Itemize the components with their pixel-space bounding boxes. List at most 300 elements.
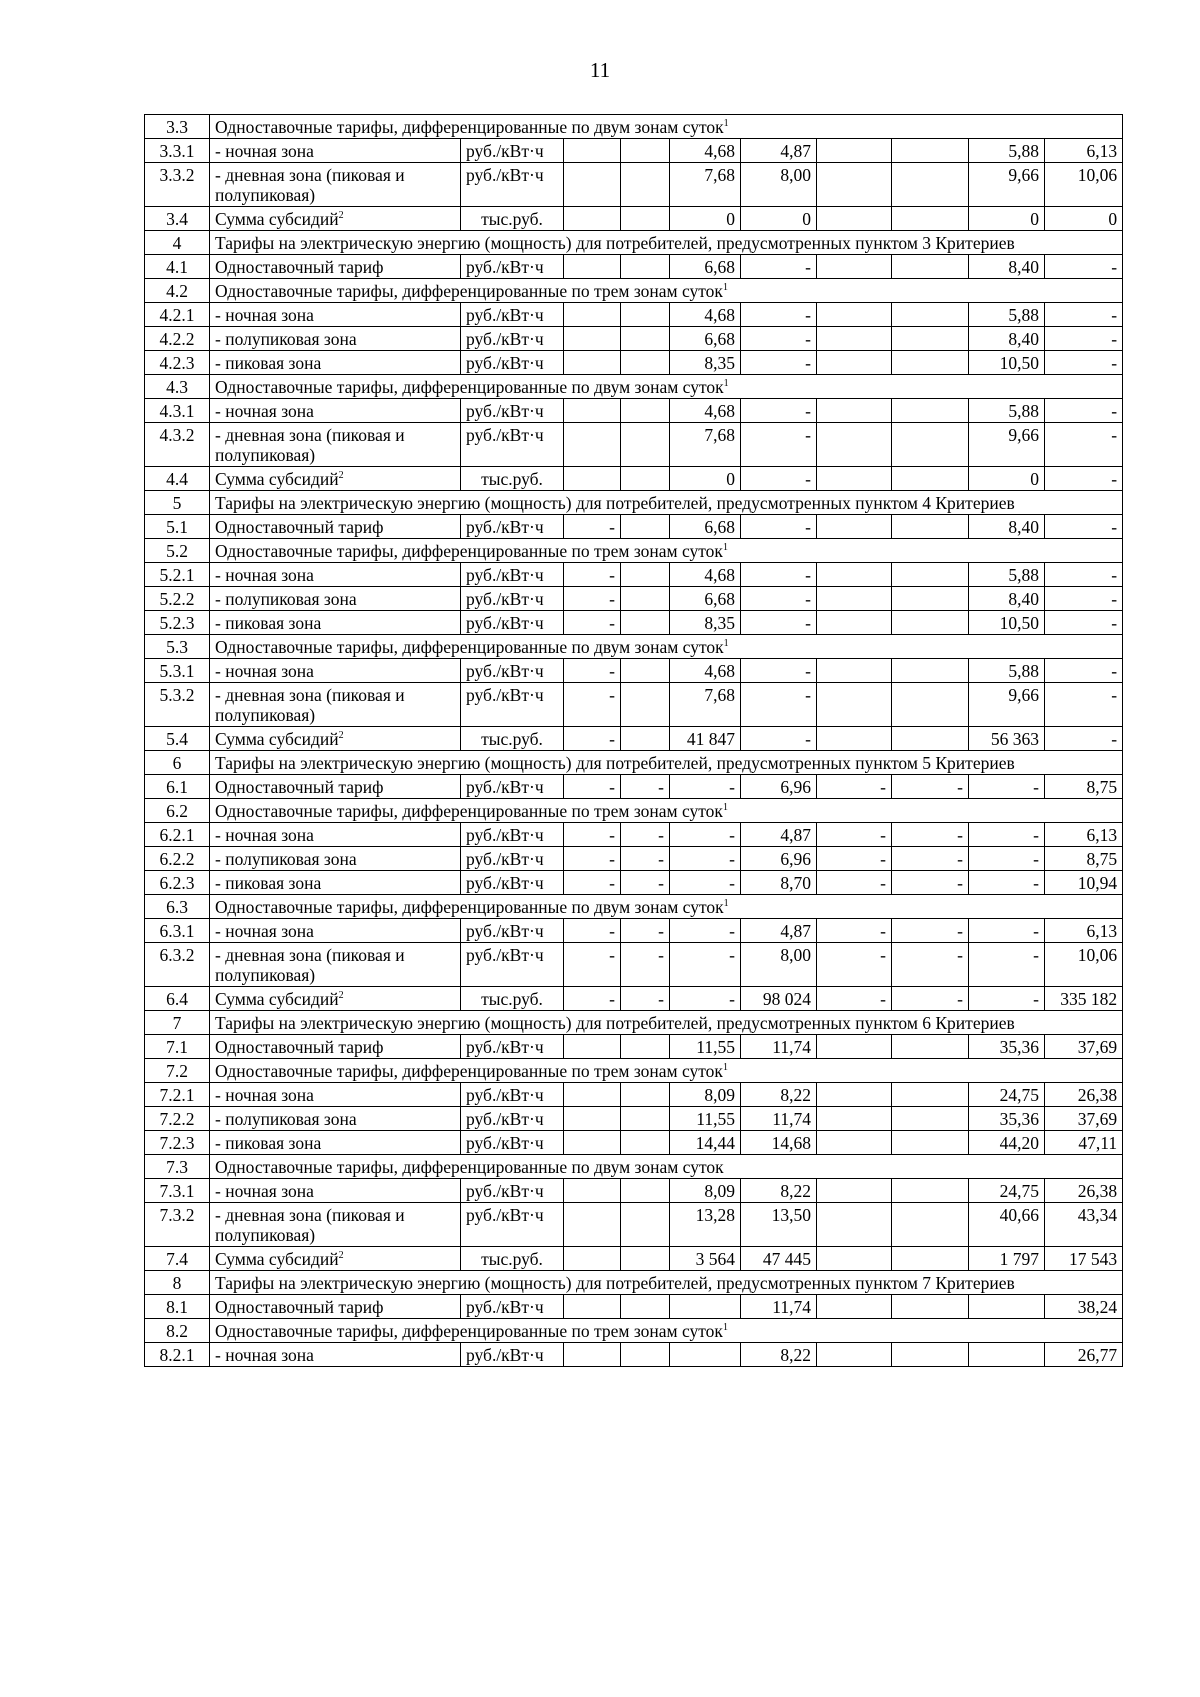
value-cell: - (1045, 303, 1123, 327)
value-cell: 4,87 (741, 823, 817, 847)
value-cell: 8,00 (741, 943, 817, 987)
row-number: 4.2.2 (145, 327, 210, 351)
row-number: 4.3.1 (145, 399, 210, 423)
value-cell (621, 1107, 670, 1131)
unit-cell: руб./кВт·ч (461, 563, 564, 587)
page-number: 11 (589, 58, 611, 82)
value-cell (564, 163, 621, 207)
value-cell (621, 255, 670, 279)
row-label-text: - ночная зона (215, 565, 314, 585)
table-row (145, 919, 1123, 943)
value-cell: - (817, 919, 892, 943)
row-number: 3.3.2 (145, 163, 210, 207)
value-cell (817, 423, 892, 467)
value-cell: 10,06 (1045, 163, 1123, 207)
unit-cell: руб./кВт·ч (461, 351, 564, 375)
section-title-text: Одноставочные тарифы, дифференцированные по двум зонам суток (215, 897, 724, 917)
row-label (210, 515, 461, 539)
row-label (210, 1083, 461, 1107)
row-label-text: - ночная зона (215, 825, 314, 845)
value-cell: - (817, 775, 892, 799)
value-cell: 5,88 (969, 563, 1045, 587)
value-cell (564, 399, 621, 423)
section-title-text: Одноставочные тарифы, дифференцированные по трем зонам суток (215, 801, 723, 821)
value-cell (817, 207, 892, 231)
row-number: 7.2.3 (145, 1131, 210, 1155)
value-cell: - (892, 871, 969, 895)
value-cell: - (621, 847, 670, 871)
value-cell (621, 1179, 670, 1203)
value-cell (892, 1295, 969, 1319)
unit-cell: руб./кВт·ч (461, 303, 564, 327)
value-cell (564, 1203, 621, 1247)
unit-cell: тыс.руб. (461, 207, 564, 231)
unit-cell: руб./кВт·ч (461, 943, 564, 987)
value-cell: - (817, 987, 892, 1011)
section-title (210, 1155, 1123, 1179)
row-label-text: Сумма субсидий (215, 469, 339, 489)
row-label (210, 1343, 461, 1367)
section-header-row (145, 751, 1123, 775)
section-title (210, 375, 1123, 399)
table-row (145, 1295, 1123, 1319)
value-cell: 1 797 (969, 1247, 1045, 1271)
section-title (210, 895, 1123, 919)
row-number: 6.2 (145, 799, 210, 823)
value-cell (621, 683, 670, 727)
section-title (210, 1319, 1123, 1343)
row-label-text: - пиковая зона (215, 1133, 322, 1153)
value-cell: - (670, 775, 741, 799)
value-cell: 0 (670, 467, 741, 491)
value-cell: - (741, 727, 817, 751)
unit-cell: тыс.руб. (461, 727, 564, 751)
value-cell: - (1045, 423, 1123, 467)
row-label (210, 1179, 461, 1203)
value-cell: - (1045, 563, 1123, 587)
row-label-text: Одноставочный тариф (215, 257, 384, 277)
value-cell (564, 1343, 621, 1367)
value-cell: 4,68 (670, 399, 741, 423)
value-cell: 10,50 (969, 351, 1045, 375)
footnote-marker: 2 (338, 1250, 344, 1262)
row-number: 7.3.2 (145, 1203, 210, 1247)
value-cell: 7,68 (670, 423, 741, 467)
value-cell (621, 1083, 670, 1107)
table-row (145, 1083, 1123, 1107)
unit-cell: руб./кВт·ч (461, 423, 564, 467)
row-label-text: - дневная зона (пиковая и полупиковая) (215, 685, 405, 725)
value-cell: - (564, 943, 621, 987)
value-cell (564, 1035, 621, 1059)
footnote-marker: 2 (338, 730, 344, 742)
value-cell: - (621, 775, 670, 799)
row-number: 7.3.1 (145, 1179, 210, 1203)
unit-cell: руб./кВт·ч (461, 1083, 564, 1107)
value-cell: 0 (1045, 207, 1123, 231)
unit-cell: руб./кВт·ч (461, 163, 564, 207)
value-cell (817, 303, 892, 327)
section-header-row (145, 799, 1123, 823)
value-cell: - (892, 943, 969, 987)
value-cell (892, 727, 969, 751)
section-title-text: Одноставочные тарифы, дифференцированные по трем зонам суток (215, 1061, 723, 1081)
value-cell (892, 163, 969, 207)
value-cell: - (1045, 515, 1123, 539)
value-cell: - (817, 823, 892, 847)
value-cell: - (741, 327, 817, 351)
section-header-row (145, 375, 1123, 399)
row-number: 5.2.1 (145, 563, 210, 587)
row-label-text: Одноставочный тариф (215, 777, 384, 797)
value-cell (564, 1247, 621, 1271)
value-cell: 14,44 (670, 1131, 741, 1155)
table-row (145, 1247, 1123, 1271)
value-cell: - (564, 775, 621, 799)
value-cell: 41 847 (670, 727, 741, 751)
row-number: 8.2 (145, 1319, 210, 1343)
unit-cell: руб./кВт·ч (461, 775, 564, 799)
value-cell: 8,40 (969, 515, 1045, 539)
value-cell: 17 543 (1045, 1247, 1123, 1271)
value-cell: - (564, 987, 621, 1011)
value-cell (621, 587, 670, 611)
footnote-marker: 2 (338, 990, 344, 1002)
value-cell: - (892, 919, 969, 943)
section-title (210, 1011, 1123, 1035)
section-title (210, 1271, 1123, 1295)
unit-cell: тыс.руб. (461, 467, 564, 491)
section-title (210, 115, 1123, 139)
value-cell: 5,88 (969, 139, 1045, 163)
value-cell (564, 1295, 621, 1319)
value-cell (621, 1295, 670, 1319)
section-title (210, 279, 1123, 303)
value-cell: 26,77 (1045, 1343, 1123, 1367)
value-cell: - (564, 919, 621, 943)
table-row (145, 139, 1123, 163)
value-cell (892, 1035, 969, 1059)
value-cell: 11,74 (741, 1295, 817, 1319)
value-cell: - (670, 847, 741, 871)
value-cell: 4,68 (670, 659, 741, 683)
value-cell: - (670, 919, 741, 943)
row-label (210, 919, 461, 943)
unit-cell: руб./кВт·ч (461, 1295, 564, 1319)
value-cell: 37,69 (1045, 1035, 1123, 1059)
unit-cell: руб./кВт·ч (461, 659, 564, 683)
row-number: 6.3.1 (145, 919, 210, 943)
row-label-text: - дневная зона (пиковая и полупиковая) (215, 165, 405, 205)
row-number: 4.1 (145, 255, 210, 279)
row-number: 8 (145, 1271, 210, 1295)
table-row (145, 1179, 1123, 1203)
value-cell: 40,66 (969, 1203, 1045, 1247)
row-number: 7 (145, 1011, 210, 1035)
row-number: 5.1 (145, 515, 210, 539)
value-cell (621, 327, 670, 351)
row-label-text: - ночная зона (215, 1345, 314, 1365)
section-title-text: Одноставочные тарифы, дифференцированные по трем зонам суток (215, 1321, 723, 1341)
value-cell (621, 1247, 670, 1271)
value-cell: - (564, 727, 621, 751)
value-cell: - (741, 255, 817, 279)
value-cell: 11,55 (670, 1035, 741, 1059)
row-number: 7.1 (145, 1035, 210, 1059)
value-cell (817, 255, 892, 279)
value-cell: 10,94 (1045, 871, 1123, 895)
row-label-text: Одноставочный тариф (215, 517, 384, 537)
row-number: 5.2 (145, 539, 210, 563)
row-number: 4.2.3 (145, 351, 210, 375)
value-cell: 4,68 (670, 303, 741, 327)
section-title (210, 751, 1123, 775)
value-cell: 335 182 (1045, 987, 1123, 1011)
section-title-text: Одноставочные тарифы, дифференцированные по трем зонам суток (215, 541, 723, 561)
row-label-text: - ночная зона (215, 1181, 314, 1201)
value-cell: 11,74 (741, 1107, 817, 1131)
section-title (210, 799, 1123, 823)
row-label (210, 987, 461, 1011)
footnote-marker: 1 (722, 282, 728, 294)
value-cell: - (817, 847, 892, 871)
value-cell: 26,38 (1045, 1083, 1123, 1107)
unit-cell: руб./кВт·ч (461, 1131, 564, 1155)
value-cell (621, 727, 670, 751)
row-number: 5.4 (145, 727, 210, 751)
table-row (145, 1107, 1123, 1131)
value-cell (621, 351, 670, 375)
value-cell: 7,68 (670, 683, 741, 727)
value-cell: 13,50 (741, 1203, 817, 1247)
value-cell (817, 515, 892, 539)
section-title-text: Тарифы на электрическую энергию (мощность) для потребителей, предусмотренных пунктом 7 Критериев (215, 1273, 1015, 1293)
value-cell: - (969, 775, 1045, 799)
table-row (145, 659, 1123, 683)
unit-cell: руб./кВт·ч (461, 327, 564, 351)
value-cell: 5,88 (969, 303, 1045, 327)
section-title-text: Тарифы на электрическую энергию (мощность) для потребителей, предусмотренных пунктом 6 Критериев (215, 1013, 1015, 1033)
value-cell: - (892, 987, 969, 1011)
value-cell (817, 399, 892, 423)
row-label-text: Сумма субсидий (215, 209, 339, 229)
value-cell (621, 467, 670, 491)
row-number: 5 (145, 491, 210, 515)
value-cell: - (969, 847, 1045, 871)
value-cell: 8,09 (670, 1083, 741, 1107)
value-cell: 10,06 (1045, 943, 1123, 987)
tariff-table-body (145, 115, 1123, 1367)
row-label-text: Одноставочный тариф (215, 1297, 384, 1317)
value-cell (564, 303, 621, 327)
value-cell (621, 139, 670, 163)
value-cell: 6,96 (741, 775, 817, 799)
value-cell: 13,28 (670, 1203, 741, 1247)
unit-cell: руб./кВт·ч (461, 1179, 564, 1203)
table-row (145, 587, 1123, 611)
value-cell: - (741, 587, 817, 611)
value-cell (621, 303, 670, 327)
value-cell: - (1045, 727, 1123, 751)
row-number: 6.4 (145, 987, 210, 1011)
row-label-text: - дневная зона (пиковая и полупиковая) (215, 945, 405, 985)
value-cell: - (564, 871, 621, 895)
value-cell (817, 1247, 892, 1271)
value-cell: 6,96 (741, 847, 817, 871)
section-title (210, 231, 1123, 255)
row-label (210, 659, 461, 683)
table-row (145, 1203, 1123, 1247)
table-row (145, 255, 1123, 279)
value-cell: 98 024 (741, 987, 817, 1011)
section-title-text: Одноставочные тарифы, дифференцированные по трем зонам суток (215, 281, 723, 301)
value-cell: 9,66 (969, 683, 1045, 727)
value-cell (892, 327, 969, 351)
row-number: 6.3 (145, 895, 210, 919)
value-cell (892, 1107, 969, 1131)
section-header-row (145, 279, 1123, 303)
value-cell: - (892, 847, 969, 871)
value-cell (817, 727, 892, 751)
section-title (210, 491, 1123, 515)
value-cell (817, 1107, 892, 1131)
unit-cell: руб./кВт·ч (461, 1343, 564, 1367)
value-cell (817, 1295, 892, 1319)
footnote-marker: 2 (338, 470, 344, 482)
value-cell (621, 611, 670, 635)
value-cell: 8,40 (969, 255, 1045, 279)
row-label (210, 1295, 461, 1319)
value-cell: 7,68 (670, 163, 741, 207)
row-label-text: Сумма субсидий (215, 729, 339, 749)
value-cell: - (564, 587, 621, 611)
value-cell (817, 1035, 892, 1059)
value-cell: 56 363 (969, 727, 1045, 751)
value-cell (892, 139, 969, 163)
value-cell (621, 399, 670, 423)
value-cell: - (741, 683, 817, 727)
row-number: 3.4 (145, 207, 210, 231)
value-cell (670, 1343, 741, 1367)
value-cell (892, 1083, 969, 1107)
section-title-text: Тарифы на электрическую энергию (мощность) для потребителей, предусмотренных пунктом 5 Критериев (215, 753, 1015, 773)
row-label-text: - полупиковая зона (215, 849, 357, 869)
value-cell (892, 303, 969, 327)
row-number: 7.2.2 (145, 1107, 210, 1131)
row-label-text: - пиковая зона (215, 613, 322, 633)
row-label (210, 943, 461, 987)
value-cell (817, 1131, 892, 1155)
footnote-marker: 1 (723, 118, 729, 130)
row-label (210, 351, 461, 375)
table-row (145, 563, 1123, 587)
row-number: 7.2.1 (145, 1083, 210, 1107)
unit-cell: руб./кВт·ч (461, 255, 564, 279)
value-cell (564, 139, 621, 163)
row-label (210, 683, 461, 727)
value-cell (892, 515, 969, 539)
unit-cell: руб./кВт·ч (461, 1203, 564, 1247)
row-label (210, 399, 461, 423)
value-cell: - (892, 775, 969, 799)
row-label (210, 611, 461, 635)
row-label (210, 1107, 461, 1131)
row-label (210, 775, 461, 799)
value-cell: 0 (741, 207, 817, 231)
table-row (145, 943, 1123, 987)
value-cell: 4,68 (670, 139, 741, 163)
value-cell: 6,68 (670, 587, 741, 611)
footnote-marker: 1 (722, 1062, 728, 1074)
footnote-marker: 1 (723, 898, 729, 910)
value-cell (564, 207, 621, 231)
value-cell (892, 1131, 969, 1155)
value-cell (892, 1179, 969, 1203)
value-cell: 8,22 (741, 1179, 817, 1203)
row-label (210, 255, 461, 279)
section-header-row (145, 491, 1123, 515)
row-label (210, 727, 461, 751)
value-cell (621, 1131, 670, 1155)
value-cell: - (564, 659, 621, 683)
value-cell: 8,70 (741, 871, 817, 895)
value-cell: - (969, 987, 1045, 1011)
value-cell: 24,75 (969, 1083, 1045, 1107)
value-cell (621, 659, 670, 683)
value-cell: 0 (670, 207, 741, 231)
section-header-row (145, 1011, 1123, 1035)
value-cell: 24,75 (969, 1179, 1045, 1203)
value-cell: 0 (969, 207, 1045, 231)
row-label (210, 139, 461, 163)
row-number: 4.2 (145, 279, 210, 303)
value-cell: 11,55 (670, 1107, 741, 1131)
value-cell: - (621, 987, 670, 1011)
footnote-marker: 1 (722, 802, 728, 814)
value-cell (817, 659, 892, 683)
table-row (145, 611, 1123, 635)
row-number: 6.2.2 (145, 847, 210, 871)
value-cell: 8,22 (741, 1083, 817, 1107)
row-label (210, 563, 461, 587)
value-cell (564, 423, 621, 467)
row-label-text: Одноставочный тариф (215, 1037, 384, 1057)
value-cell: - (892, 823, 969, 847)
row-label (210, 207, 461, 231)
value-cell: 14,68 (741, 1131, 817, 1155)
row-number: 4.3.2 (145, 423, 210, 467)
row-number: 6.2.3 (145, 871, 210, 895)
value-cell (621, 515, 670, 539)
row-label-text: - ночная зона (215, 401, 314, 421)
value-cell (892, 399, 969, 423)
row-label (210, 847, 461, 871)
unit-cell: тыс.руб. (461, 987, 564, 1011)
value-cell (621, 423, 670, 467)
value-cell (817, 683, 892, 727)
value-cell (621, 1203, 670, 1247)
value-cell: 47,11 (1045, 1131, 1123, 1155)
unit-cell: руб./кВт·ч (461, 871, 564, 895)
value-cell (817, 1083, 892, 1107)
table-row (145, 467, 1123, 491)
table-row (145, 163, 1123, 207)
unit-cell: руб./кВт·ч (461, 1107, 564, 1131)
value-cell: - (741, 515, 817, 539)
value-cell: 8,75 (1045, 775, 1123, 799)
row-number: 5.2.3 (145, 611, 210, 635)
row-number: 5.3 (145, 635, 210, 659)
